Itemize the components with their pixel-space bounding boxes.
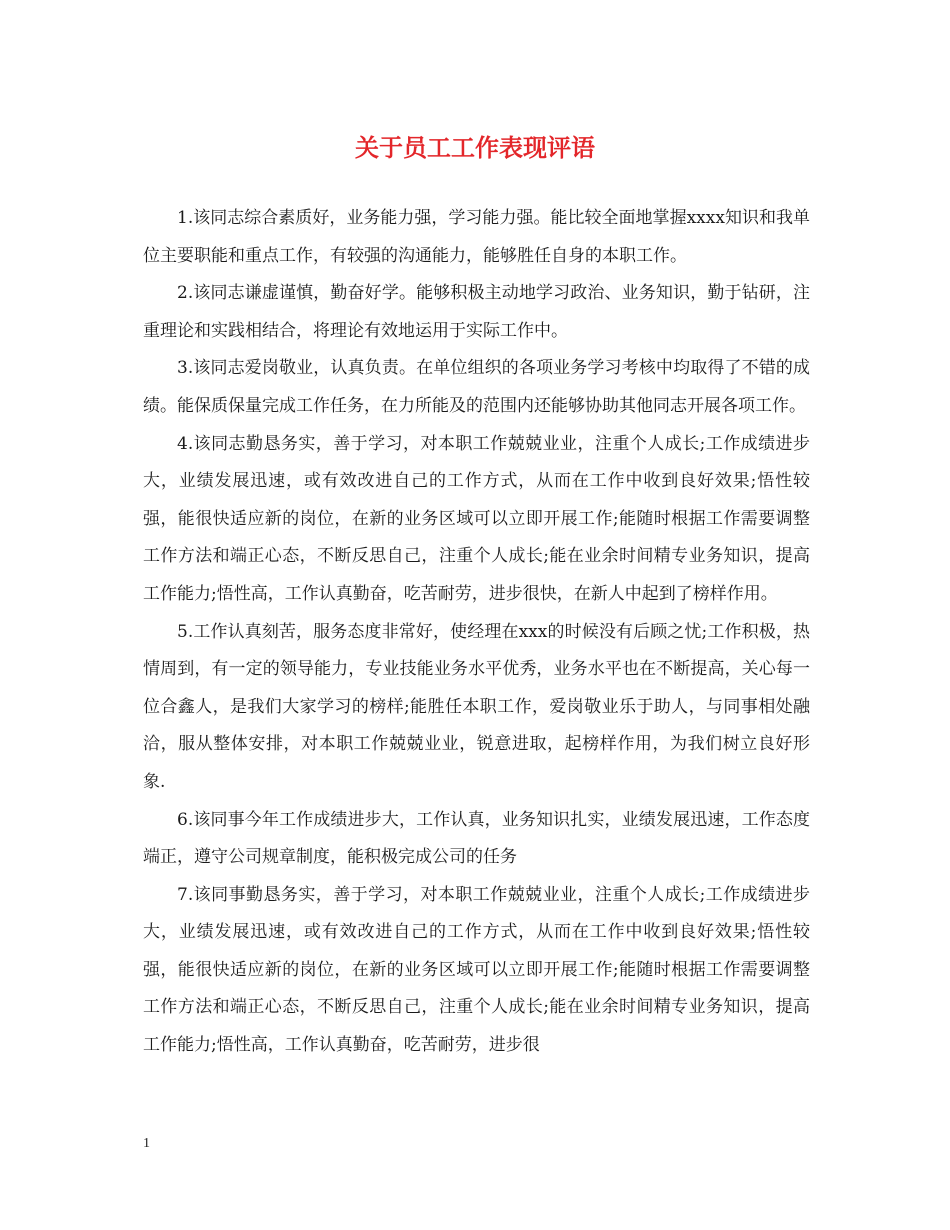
paragraph-1: 1.该同志综合素质好，业务能力强，学习能力强。能比较全面地掌握xxxx知识和我单位主要职能和重点工作，有较强的沟通能力，能够胜任自身的本职工作。: [143, 208, 810, 266]
document-title: 关于员工工作表现评语: [355, 133, 595, 162]
paragraph-7: 7.该同事勤恳务实，善于学习，对本职工作兢兢业业，注重个人成长;工作成绩进步大，业绩发展迅速，或有效改进自己的工作方式，从而在工作中收到良好效果;悟性较强，能很快适应新的岗位，在新的业务区域可以立即开展工作;能随时根据工作需要调整工作方法和端正心态，不断反思自己，注重个人成长;能在业余时间精专业务知识，提高工作能力;悟性高，工作认真勤奋，吃苦耐劳，进步很: [143, 884, 810, 1056]
paragraph-4: 4.该同志勤恳务实，善于学习，对本职工作兢兢业业，注重个人成长;工作成绩进步大，业绩发展迅速，或有效改进自己的工作方式，从而在工作中收到良好效果;悟性较强，能很快适应新的岗位，在新的业务区域可以立即开展工作;能随时根据工作需要调整工作方法和端正心态，不断反思自己，注重个人成长;能在业余时间精专业务知识，提高工作能力;悟性高，工作认真勤奋，吃苦耐劳，进步很快，在新人中起到了榜样作用。: [143, 433, 810, 604]
paragraph-3: 3.该同志爱岗敬业，认真负责。在单位组织的各项业务学习考核中均取得了不错的成绩。能保质保量完成工作任务，在力所能及的范围内还能够协助其他同志开展各项工作。: [143, 358, 810, 416]
paragraph-6: 6.该同事今年工作成绩进步大，工作认真，业务知识扎实，业绩发展迅速，工作态度端正，遵守公司规章制度，能积极完成公司的任务: [143, 809, 810, 868]
paragraph-2: 2.该同志谦虚谨慎，勤奋好学。能够积极主动地学习政治、业务知识，勤于钻研，注重理论和实践相结合，将理论有效地运用于实际工作中。: [143, 283, 810, 341]
paragraph-5: 5.工作认真刻苦，服务态度非常好，使经理在xxx的时候没有后顾之忧;工作积极，热情周到，有一定的领导能力，专业技能业务水平优秀，业务水平也在不断提高，关心每一位合鑫人，是我们大家学习的榜样;能胜任本职工作，爱岗敬业乐于助人，与同事相处融洽，服从整体安排，对本职工作兢兢业业，锐意进取，起榜样作用，为我们树立良好形象.: [143, 621, 810, 792]
page-number: 1: [143, 1136, 150, 1151]
document-body: [143, 200, 810, 1065]
